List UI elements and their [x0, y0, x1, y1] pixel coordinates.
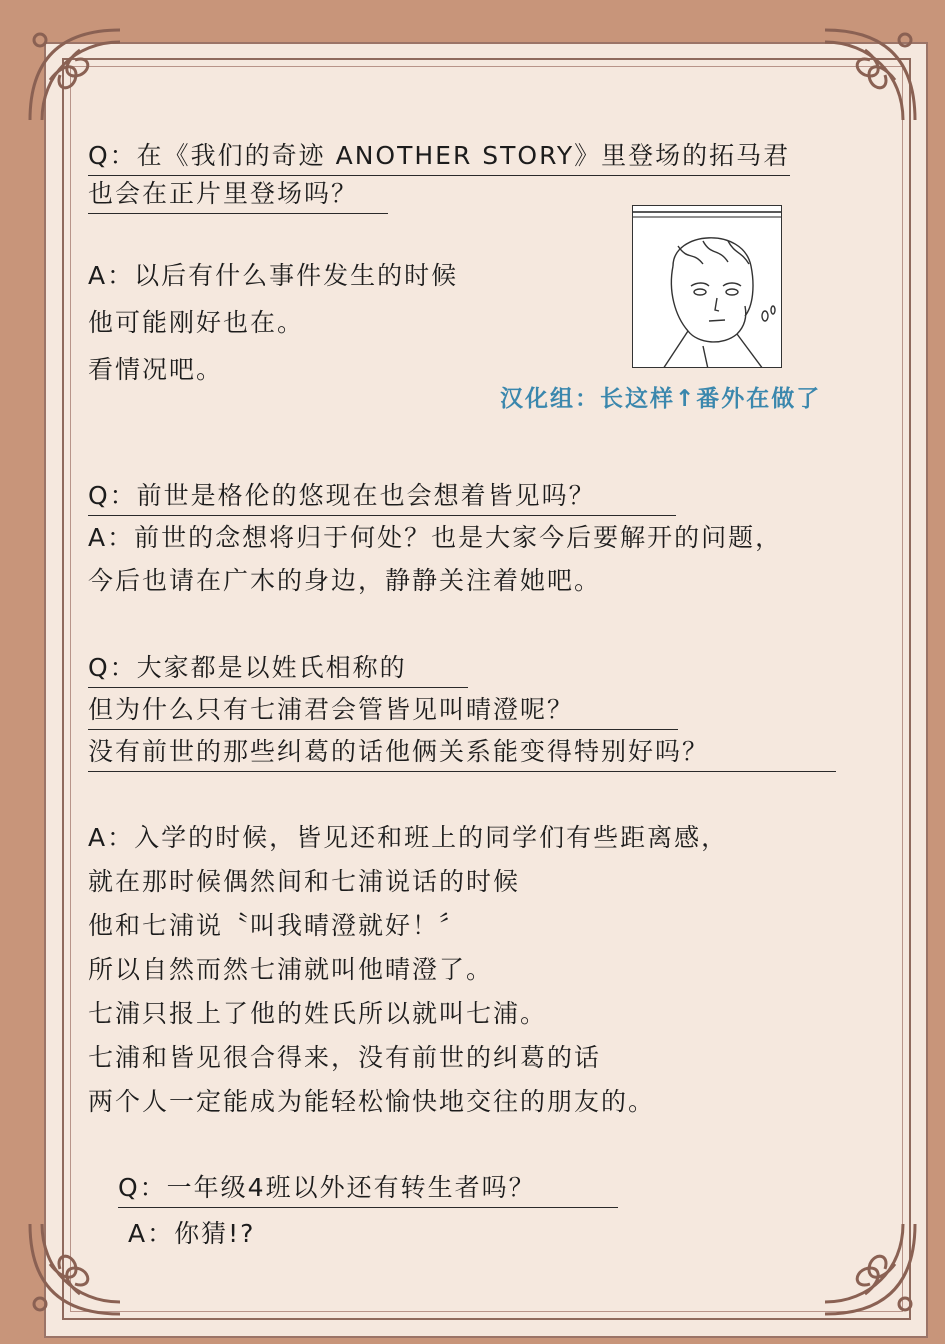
q2-answer-line1: A：前世的念想将归于何处？也是大家今后要解开的问题，: [88, 523, 783, 552]
corner-ornament-icon: [815, 1214, 925, 1324]
corner-ornament-icon: [20, 20, 130, 130]
q2-question: Q：前世是格伦的悠现在也会想着皆见吗？: [88, 478, 676, 516]
q1-answer-line3: 看情况吧。: [88, 355, 224, 384]
q3-question-line1: Q：大家都是以姓氏相称的: [88, 650, 468, 688]
q3-answer-line2: 就在那时候偶然间和七浦说话的时候: [88, 867, 521, 896]
translator-note: 汉化组：长这样↑番外在做了: [500, 386, 822, 412]
q3-answer-line3: 他和七浦说〝叫我晴澄就好！〞: [88, 911, 467, 940]
q1-answer-line1: A：以后有什么事件发生的时候: [88, 261, 459, 290]
q3-question-line2: 但为什么只有七浦君会管皆见叫晴澄呢？: [88, 692, 678, 730]
q1-answer-line2: 他可能刚好也在。: [88, 308, 305, 337]
q1-question-line2: 也会在正片里登场吗？: [88, 176, 388, 214]
q3-question-line3: 没有前世的那些纠葛的话他俩关系能变得特别好吗？: [88, 734, 836, 772]
q1-question-line1: Q：在《我们的奇迹 ANOTHER STORY》里登场的拓马君: [88, 138, 790, 176]
q2-answer-line2: 今后也请在广木的身边，静静关注着她吧。: [88, 566, 602, 595]
corner-ornament-icon: [20, 1214, 130, 1324]
character-illustration: [632, 205, 782, 368]
q4-question: Q：一年级4班以外还有转生者吗？: [118, 1170, 618, 1208]
q3-answer-line7: 两个人一定能成为能轻松愉快地交往的朋友的。: [88, 1087, 656, 1116]
q3-answer-line5: 七浦只报上了他的姓氏所以就叫七浦。: [88, 999, 548, 1028]
q3-answer-line4: 所以自然而然七浦就叫他晴澄了。: [88, 955, 494, 984]
q3-answer-line6: 七浦和皆见很合得来，没有前世的纠葛的话: [88, 1043, 602, 1072]
corner-ornament-icon: [815, 20, 925, 130]
q3-answer-line1: A：入学的时候，皆见还和班上的同学们有些距离感，: [88, 823, 729, 852]
q4-answer: A：你猜!?: [128, 1219, 256, 1248]
